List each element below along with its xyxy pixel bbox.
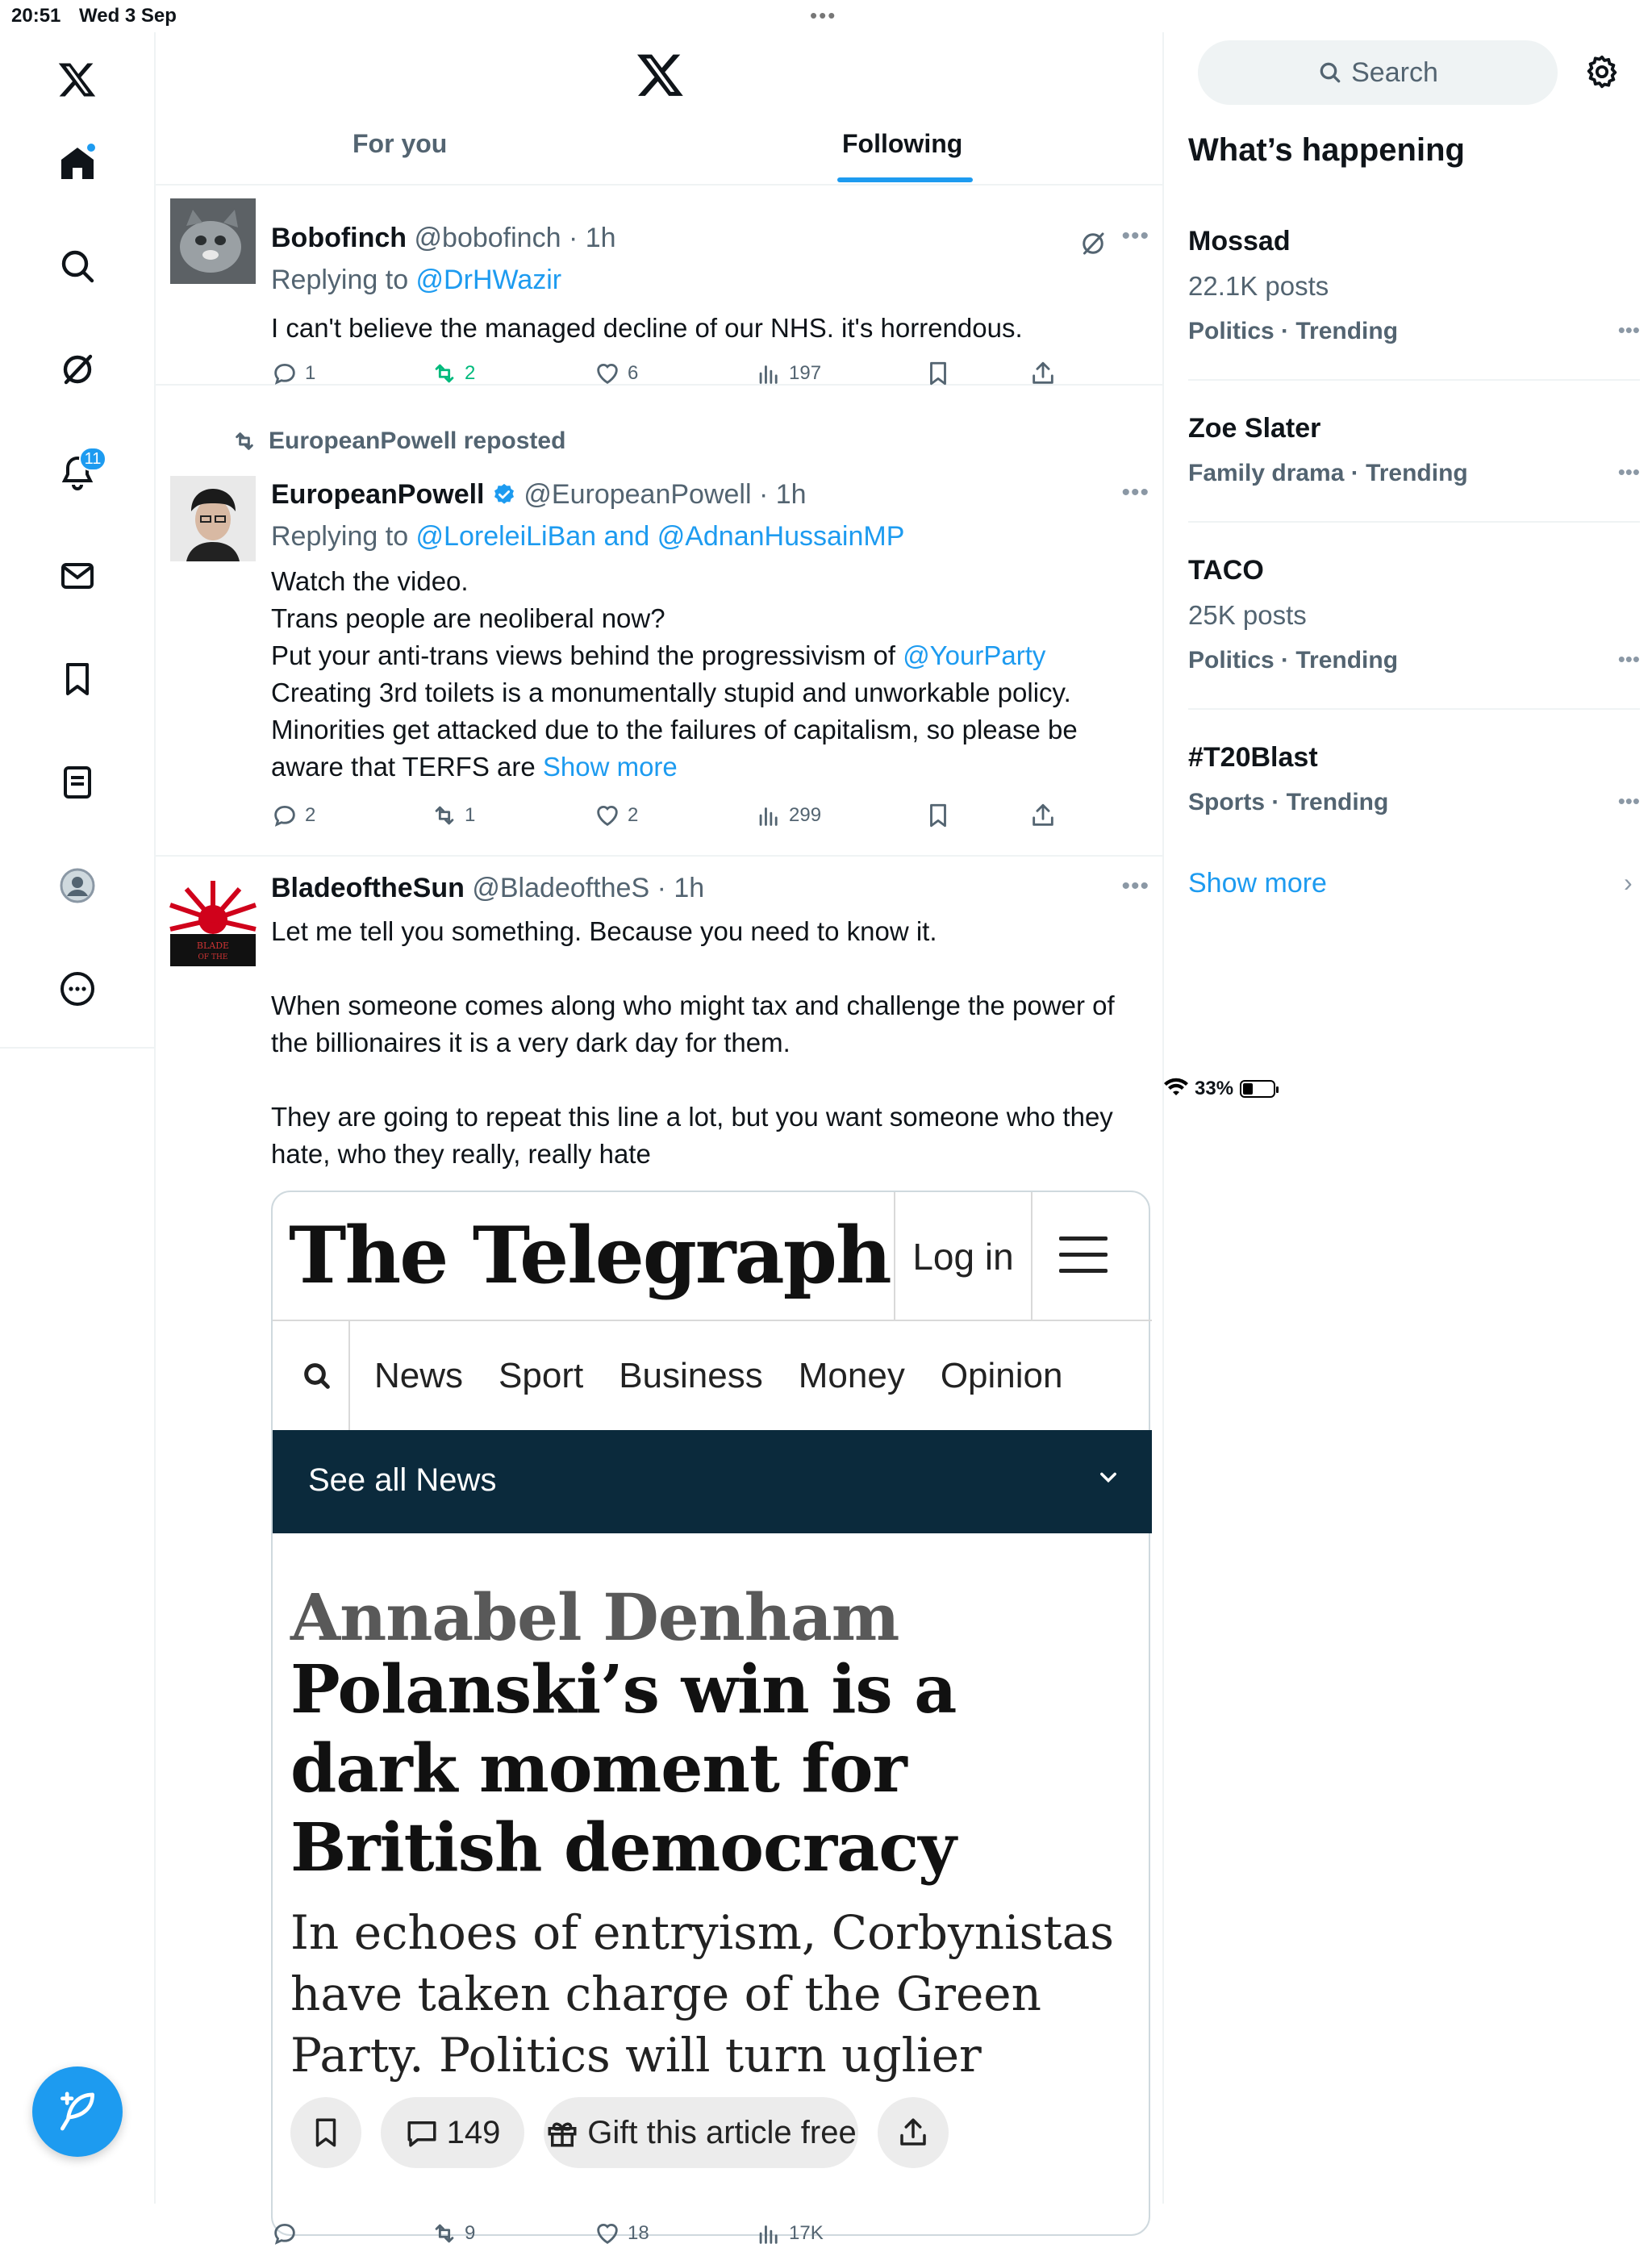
telegraph-nav-item: Business — [619, 1355, 763, 1395]
article-author: Annabel Denham — [290, 1579, 899, 1655]
repost-button[interactable] — [431, 802, 475, 829]
like-icon — [594, 360, 621, 387]
search-icon — [1317, 60, 1343, 85]
x-logo-icon[interactable] — [48, 50, 106, 108]
reply-button[interactable] — [271, 2220, 298, 2247]
tweet-actions — [271, 802, 1078, 834]
profile-icon[interactable] — [48, 857, 106, 915]
grok-explain-icon[interactable] — [1078, 229, 1108, 258]
grok-icon[interactable] — [48, 340, 106, 398]
trend-posts: 25K posts — [1188, 600, 1307, 630]
author-name[interactable]: BladeoftheSun — [271, 873, 465, 903]
article-gift — [544, 2097, 858, 2168]
trend-name: #T20Blast — [1188, 742, 1318, 773]
article-bookmark-icon — [290, 2097, 361, 2168]
views-count: 17K — [789, 2222, 824, 2244]
trend-context: Politics · Trending — [1188, 647, 1399, 674]
telegraph-search-icon — [286, 1321, 350, 1430]
trend-item[interactable] — [1188, 413, 1640, 518]
trend-item[interactable] — [1188, 742, 1640, 847]
telegraph-logo: The Telegraph — [289, 1210, 891, 1301]
like-count: 6 — [628, 362, 639, 384]
search-input[interactable] — [1198, 40, 1558, 105]
avatar[interactable] — [170, 476, 256, 561]
repost-icon — [431, 360, 458, 387]
author-handle[interactable]: @EuropeanPowell · 1h — [524, 479, 807, 510]
timeline-header — [156, 32, 1164, 186]
compose-quill-icon — [55, 2089, 100, 2134]
telegraph-header — [273, 1192, 1152, 1321]
tweet[interactable] — [156, 387, 1164, 857]
chevron-down-icon — [1097, 1466, 1120, 1488]
repost-label-text[interactable]: EuropeanPowell reposted — [269, 427, 566, 454]
like-button[interactable] — [594, 2220, 649, 2247]
tweet-more-icon[interactable]: ••• — [1121, 223, 1149, 249]
trend-more-icon[interactable]: ••• — [1617, 460, 1640, 484]
tab-active-indicator — [837, 177, 973, 182]
tweet-line-text: Put your anti-trans views behind the progressivism of — [271, 640, 903, 670]
bookmark-button[interactable] — [924, 360, 952, 387]
views-icon — [755, 802, 782, 829]
share-icon — [1029, 360, 1057, 387]
replying-to — [271, 265, 561, 296]
views-count: 299 — [789, 804, 822, 826]
trend-item[interactable] — [1188, 555, 1640, 716]
nav-divider — [0, 1047, 156, 1049]
tweet-header — [271, 873, 704, 904]
reply-count: 1 — [305, 362, 316, 384]
tweet-actions — [271, 2220, 1078, 2252]
chevron-right-icon: › — [1624, 868, 1633, 897]
svg-text:OF THE: OF THE — [198, 953, 228, 961]
trend-context: Sports · Trending — [1188, 789, 1389, 815]
tweet-line — [271, 637, 1150, 674]
avatar[interactable] — [170, 198, 256, 284]
bookmarks-icon[interactable] — [48, 650, 106, 708]
article-standfirst: In echoes of entryism, Corbynistas have taken charge of the Green Party. Politics will turn uglier — [290, 1905, 1115, 2083]
tab-for-you[interactable]: For you — [353, 129, 448, 158]
repost-icon — [232, 428, 257, 454]
telegraph-nav-item: Sport — [499, 1355, 584, 1395]
like-count: 18 — [628, 2222, 649, 2244]
share-button[interactable] — [1029, 360, 1057, 387]
left-nav — [0, 32, 156, 2204]
more-icon[interactable] — [48, 960, 106, 1018]
share-icon — [1029, 802, 1057, 829]
tweet[interactable] — [156, 187, 1164, 386]
reply-icon — [271, 2220, 298, 2247]
status-date: Wed 3 Sep — [79, 5, 177, 27]
trend-item[interactable] — [1188, 226, 1640, 387]
repost-count: 1 — [465, 804, 476, 826]
trend-more-icon[interactable]: ••• — [1617, 318, 1640, 342]
views-icon — [755, 2220, 782, 2247]
views-button[interactable] — [755, 802, 821, 829]
replying-prefix: Replying to — [271, 521, 416, 552]
tweet-paragraph: Let me tell you something. Because you need to know it. — [271, 916, 937, 946]
reply-count: 2 — [305, 804, 316, 826]
trend-context: Politics · Trending — [1188, 318, 1399, 344]
notifications-icon[interactable] — [48, 444, 106, 502]
tweet-header — [271, 479, 807, 511]
status-time: 20:51 — [11, 5, 61, 27]
replying-prefix: Replying to — [271, 265, 416, 295]
views-button[interactable] — [755, 360, 821, 387]
whats-happening-title: What’s happening — [1188, 132, 1465, 168]
svg-text:BLADE: BLADE — [196, 940, 230, 951]
author-name[interactable]: Bobofinch — [271, 223, 407, 253]
bookmark-icon — [924, 802, 952, 829]
tweet-more-icon[interactable]: ••• — [1121, 479, 1149, 506]
tweet[interactable] — [156, 858, 1164, 2244]
notifications-badge: 11 — [79, 447, 106, 471]
share-button[interactable] — [1029, 802, 1057, 829]
tweet-text: I can't believe the managed decline of our NHS. it's horrendous. — [271, 313, 1023, 343]
telegraph-section-band — [273, 1430, 1152, 1533]
telegraph-nav-item: Opinion — [940, 1355, 1063, 1395]
telegraph-nav — [273, 1321, 1152, 1430]
author-handle[interactable]: @bobofinch · 1h — [414, 223, 616, 253]
tweet-line: Trans people are neoliberal now? — [271, 603, 665, 633]
author-handle[interactable]: @BladeoftheS · 1h — [472, 873, 705, 903]
like-button[interactable] — [594, 802, 638, 829]
tweet-more-icon[interactable]: ••• — [1121, 873, 1149, 899]
timeline-column — [156, 32, 1164, 2244]
verified-badge-icon — [492, 482, 516, 507]
views-button[interactable] — [755, 2220, 824, 2247]
multitasking-dots[interactable]: ••• — [810, 3, 837, 27]
telegraph-nav-item: News — [374, 1355, 464, 1395]
tab-following[interactable]: Following — [842, 129, 963, 158]
bookmark-button[interactable] — [924, 802, 952, 829]
tweet-header — [271, 223, 616, 254]
article-gift-label: Gift this article free — [587, 2114, 857, 2150]
bookmark-icon — [924, 360, 952, 387]
repost-button[interactable] — [431, 360, 475, 387]
show-more-link[interactable]: Show more — [542, 752, 678, 782]
compose-button[interactable] — [32, 2066, 123, 2157]
reply-button[interactable] — [271, 802, 315, 829]
repost-button[interactable] — [431, 2220, 475, 2247]
right-sidebar — [1164, 32, 1652, 2204]
tweet-line: Watch the video. — [271, 566, 469, 596]
replying-to-link[interactable]: @LoreleiLiBan and @AdnanHussainMP — [415, 521, 905, 552]
like-icon — [594, 2220, 621, 2247]
telegraph-band-label: See all News — [308, 1462, 497, 1498]
tweet-media-image[interactable] — [271, 1191, 1150, 2236]
trend-name: Zoe Slater — [1188, 413, 1321, 444]
avatar[interactable] — [170, 881, 256, 966]
tweet-paragraph: When someone comes along who might tax and challenge the power of the billionaires it is a very dark day for them. — [271, 990, 1115, 1057]
mention-link[interactable]: @YourParty — [903, 640, 1046, 670]
reply-icon — [271, 802, 298, 829]
article-comments — [381, 2097, 524, 2168]
like-count: 2 — [628, 804, 639, 826]
trend-context: Family drama · Trending — [1188, 460, 1468, 486]
like-button[interactable] — [594, 360, 638, 387]
trend-name: Mossad — [1188, 226, 1291, 256]
article-comment-count: 149 — [446, 2114, 501, 2150]
trend-more-icon[interactable]: ••• — [1617, 647, 1640, 671]
telegraph-nav-links — [374, 1356, 1063, 1396]
settings-gear-icon[interactable] — [1583, 53, 1621, 90]
repost-count: 2 — [465, 362, 476, 384]
lists-icon[interactable] — [48, 753, 106, 811]
trend-divider — [1188, 521, 1640, 523]
tweet-line: Creating 3rd toilets is a monumentally stupid and unworkable policy. — [271, 678, 1071, 707]
reply-button[interactable] — [271, 360, 315, 387]
messages-icon[interactable] — [48, 547, 106, 605]
search-icon[interactable] — [48, 237, 106, 295]
hamburger-menu-icon — [1059, 1237, 1108, 1277]
x-logo-icon[interactable] — [636, 50, 685, 98]
trend-divider — [1188, 379, 1640, 381]
reply-icon — [271, 360, 298, 387]
tweet-text — [271, 563, 1150, 786]
replying-to-link[interactable]: @DrHWazir — [415, 265, 562, 295]
tweet-line — [271, 749, 1150, 786]
repost-label — [232, 427, 565, 455]
home-icon[interactable] — [48, 134, 106, 192]
search-placeholder: Search — [1351, 56, 1438, 88]
trend-more-icon[interactable]: ••• — [1617, 789, 1640, 813]
telegraph-nav-item: Money — [798, 1355, 905, 1395]
home-unread-dot — [86, 142, 97, 153]
trend-divider — [1188, 708, 1640, 710]
show-more-trends-link[interactable]: Show more — [1188, 868, 1327, 899]
comment-icon — [405, 2116, 439, 2150]
telegraph-login: Log in — [894, 1192, 1032, 1321]
tweet-text — [271, 913, 1150, 1173]
tweet-line-text: aware that TERFS are — [271, 752, 543, 782]
replying-to — [271, 521, 904, 553]
repost-count: 9 — [465, 2222, 476, 2244]
views-icon — [755, 360, 782, 387]
gift-icon — [545, 2116, 579, 2150]
like-icon — [594, 802, 621, 829]
views-count: 197 — [789, 362, 822, 384]
repost-icon — [431, 2220, 458, 2247]
trend-name: TACO — [1188, 555, 1264, 586]
author-name[interactable]: EuropeanPowell — [271, 479, 485, 510]
battery-percent: 33% — [1195, 1078, 1234, 1099]
repost-icon — [431, 802, 458, 829]
article-headline: Polanski’s win is a dark moment for British democracy — [290, 1651, 957, 1887]
trend-posts: 22.1K posts — [1188, 271, 1329, 301]
tweet-paragraph: They are going to repeat this line a lot, but you want someone who they hate, who they really, really hate — [271, 1102, 1113, 1169]
tweet-line: Minorities get attacked due to the failures of capitalism, so please be — [271, 715, 1078, 744]
article-share-icon — [878, 2097, 949, 2168]
